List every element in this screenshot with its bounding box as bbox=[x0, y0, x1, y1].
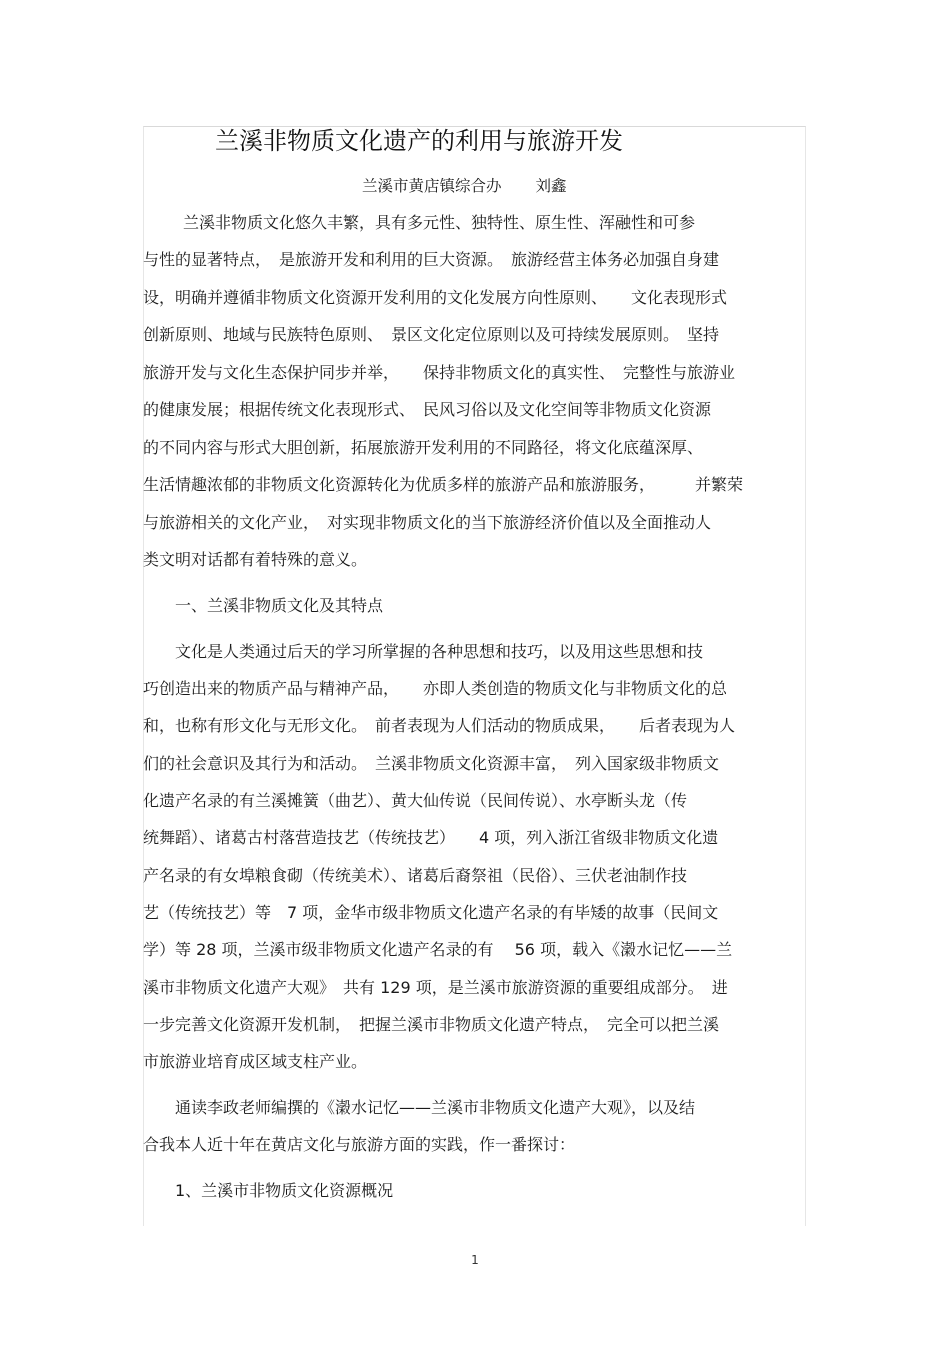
text-line: 类文明对话都有着特殊的意义。 bbox=[143, 550, 368, 569]
text-line: 一步完善文化资源开发机制， 把握兰溪市非物质文化遗产特点， 完全可以把兰溪 bbox=[143, 1015, 720, 1034]
text-line: 产名录的有女埠粮食砌（传统美术）、诸葛后裔祭祖（民俗）、三伏老油制作技 bbox=[143, 866, 688, 885]
text-line: 通读李政老师编撰的《濲水记忆——兰溪市非物质文化遗产大观》，以及结 bbox=[175, 1098, 696, 1117]
text-line: 和，也称有形文化与无形文化。 前者表现为人们活动的物质成果， 后者表现为人 bbox=[143, 716, 736, 735]
text-line: 们的社会意识及其行为和活动。 兰溪非物质文化资源丰富， 列入国家级非物质文 bbox=[143, 754, 720, 773]
text-line: 溪市非物质文化遗产大观》 共有 129 项，是兰溪市旅游资源的重要组成部分。 进 bbox=[143, 978, 728, 997]
author-line bbox=[362, 174, 567, 198]
text-line: 合我本人近十年在黄店文化与旅游方面的实践，作一番探讨： bbox=[143, 1135, 576, 1154]
text-line: 市旅游业培育成区域支柱产业。 bbox=[143, 1052, 368, 1071]
section-heading: 一、兰溪非物质文化及其特点 bbox=[175, 596, 384, 615]
text-line: 与旅游相关的文化产业， 对实现非物质文化的当下旅游经济价值以及全面推动人 bbox=[143, 513, 712, 532]
text-line: 巧创造出来的物质产品与精神产品， 亦即人类创造的物质文化与非物质文化的总 bbox=[143, 679, 728, 698]
text-line: 学）等 28 项，兰溪市级非物质文化遗产名录的有 56 项，载入《濲水记忆——兰 bbox=[143, 940, 733, 959]
author-organization: 兰溪市黄店镇综合办 bbox=[362, 177, 502, 195]
text-line: 的健康发展；根据传统文化表现形式、 民风习俗以及文化空间等非物质文化资源 bbox=[143, 400, 712, 419]
text-line: 化遗产名录的有兰溪摊簧（曲艺）、黄大仙传说（民间传说）、水亭断头龙（传 bbox=[143, 791, 688, 810]
subsection-heading: 1、兰溪市非物质文化资源概况 bbox=[175, 1181, 394, 1200]
author-name: 刘鑫 bbox=[535, 177, 567, 195]
text-line: 文化是人类通过后天的学习所掌握的各种思想和技巧，以及用这些思想和技 bbox=[175, 642, 704, 661]
text-line: 旅游开发与文化生态保护同步并举， 保持非物质文化的真实性、 完整性与旅游业 bbox=[143, 363, 736, 382]
text-line: 兰溪非物质文化悠久丰繁，具有多元性、独特性、原生性、浑融性和可参 bbox=[183, 213, 696, 232]
text-line: 与性的显著特点， 是旅游开发和利用的巨大资源。 旅游经营主体务必加强自身建 bbox=[143, 250, 720, 269]
text-line: 生活情趣浓郁的非物质文化资源转化为优质多样的旅游产品和旅游服务， 并繁荣 bbox=[143, 475, 744, 494]
text-line: 统舞蹈）、诸葛古村落营造技艺（传统技艺） 4 项，列入浙江省级非物质文化遗 bbox=[143, 828, 719, 847]
text-line: 艺（传统技艺）等 7 项，金华市级非物质文化遗产名录的有毕矮的故事（民间文 bbox=[143, 903, 719, 922]
text-line: 设，明确并遵循非物质文化资源开发利用的文化发展方向性原则、 文化表现形式 bbox=[143, 288, 728, 307]
page-number: 1 bbox=[471, 1253, 479, 1267]
text-line: 的不同内容与形式大胆创新，拓展旅游开发利用的不同路径，将文化底蕴深厚、 bbox=[143, 438, 704, 457]
document-title: 兰溪非物质文化遗产的利用与旅游开发 bbox=[215, 127, 623, 155]
text-line: 创新原则、地域与民族特色原则、 景区文化定位原则以及可持续发展原则。 坚持 bbox=[143, 325, 720, 344]
